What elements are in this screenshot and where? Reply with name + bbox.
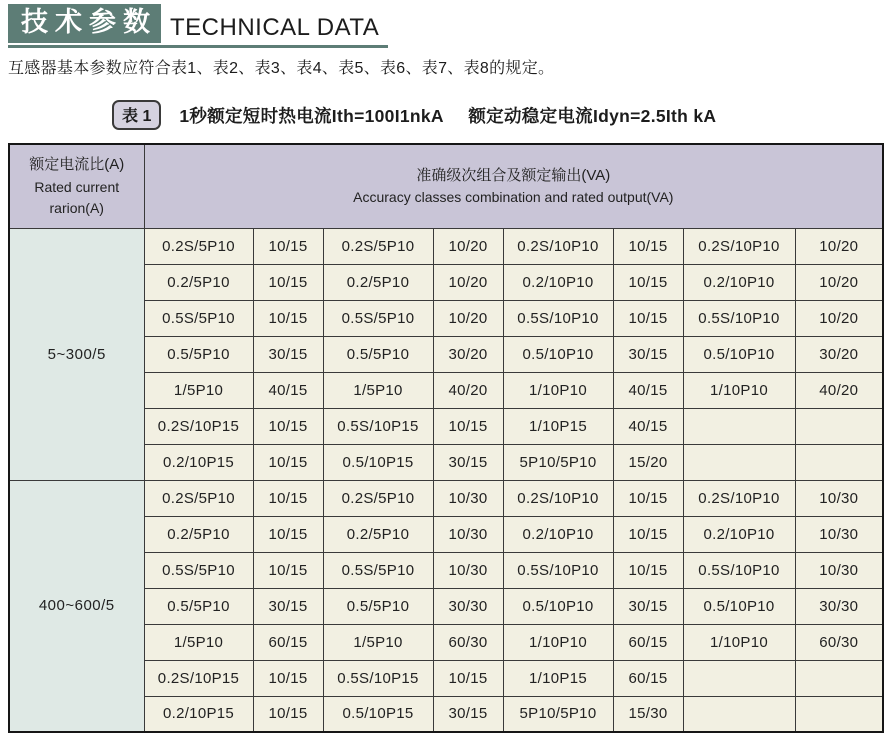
table-cell: 10/30 — [795, 480, 883, 516]
table-cell — [795, 444, 883, 480]
table-cell: 1/10P10 — [503, 624, 613, 660]
table-cell: 1/10P10 — [503, 372, 613, 408]
table-cell: 0.2/10P15 — [144, 444, 253, 480]
accuracy-header-en: Accuracy classes combination and rated output(VA) — [353, 189, 674, 205]
table-cell: 1/10P15 — [503, 660, 613, 696]
ratio-column-header — [9, 144, 144, 228]
table-cell: 10/15 — [433, 408, 503, 444]
table-cell: 0.5S/5P10 — [323, 552, 433, 588]
table-cell: 30/15 — [613, 588, 683, 624]
table-cell: 30/30 — [795, 588, 883, 624]
table-cell: 0.2/5P10 — [323, 264, 433, 300]
table-cell: 10/15 — [613, 228, 683, 264]
table-cell: 10/15 — [253, 264, 323, 300]
table-cell: 0.5/5P10 — [144, 588, 253, 624]
table-cell: 0.5S/10P15 — [323, 408, 433, 444]
table-cell: 1/5P10 — [144, 624, 253, 660]
ratio-header-cn: 额定电流比(A) — [29, 156, 125, 173]
table-cell: 0.2/5P10 — [144, 264, 253, 300]
table-cell: 60/15 — [613, 660, 683, 696]
table-cell: 0.2S/5P10 — [323, 228, 433, 264]
table-cell: 0.5/5P10 — [144, 336, 253, 372]
table-cell: 10/15 — [613, 264, 683, 300]
table-cell: 40/15 — [253, 372, 323, 408]
table-cell: 15/20 — [613, 444, 683, 480]
table-cell: 30/15 — [253, 336, 323, 372]
table-cell: 10/20 — [795, 264, 883, 300]
table-cell: 0.2/10P10 — [503, 516, 613, 552]
table-cell: 30/30 — [433, 588, 503, 624]
table-cell: 40/15 — [613, 372, 683, 408]
table-cell: 60/30 — [433, 624, 503, 660]
accuracy-header-cn: 准确级次组合及额定输出(VA) — [416, 166, 611, 184]
table-cell: 10/15 — [253, 228, 323, 264]
table-caption-text — [179, 103, 716, 128]
table-cell: 0.5/10P10 — [683, 336, 795, 372]
table-cell: 10/15 — [253, 444, 323, 480]
table-cell: 1/10P10 — [683, 372, 795, 408]
table-cell: 10/15 — [253, 660, 323, 696]
table-cell: 0.5S/5P10 — [144, 552, 253, 588]
table-cell: 0.2S/10P10 — [683, 480, 795, 516]
table-cell: 15/30 — [613, 696, 683, 732]
table-cell: 10/15 — [253, 552, 323, 588]
table-cell: 40/20 — [433, 372, 503, 408]
table-cell: 1/5P10 — [323, 624, 433, 660]
table-cell: 30/15 — [613, 336, 683, 372]
table-number-badge: 表 1 — [112, 100, 161, 130]
table-cell: 10/30 — [433, 516, 503, 552]
table-cell: 30/15 — [433, 444, 503, 480]
table-cell: 10/15 — [613, 480, 683, 516]
table-cell: 10/20 — [433, 300, 503, 336]
table-cell: 0.2S/10P15 — [144, 660, 253, 696]
table-cell: 60/15 — [253, 624, 323, 660]
table-cell — [683, 444, 795, 480]
table-cell: 10/15 — [613, 552, 683, 588]
table-cell: 0.2/10P15 — [144, 696, 253, 732]
table-cell: 60/30 — [795, 624, 883, 660]
table-cell: 0.5/10P15 — [323, 444, 433, 480]
table-cell: 0.2/10P10 — [683, 264, 795, 300]
technical-data-table — [8, 143, 884, 733]
table-row — [9, 480, 883, 516]
table-cell: 0.5/10P10 — [503, 588, 613, 624]
table-cell: 10/20 — [795, 300, 883, 336]
table-cell: 0.2S/10P10 — [503, 228, 613, 264]
table-cell: 10/20 — [433, 264, 503, 300]
table-cell: 1/5P10 — [323, 372, 433, 408]
section-title-cn: 技术参数 — [8, 4, 161, 43]
table-cell: 60/15 — [613, 624, 683, 660]
table-cell: 5P10/5P10 — [503, 696, 613, 732]
table-cell: 10/15 — [433, 660, 503, 696]
table-cell: 1/10P10 — [683, 624, 795, 660]
table-cell — [683, 660, 795, 696]
table-cell: 10/30 — [433, 480, 503, 516]
table-cell: 0.2S/10P15 — [144, 408, 253, 444]
table-cell — [795, 408, 883, 444]
table-cell — [795, 660, 883, 696]
table-cell: 10/15 — [253, 696, 323, 732]
table-cell: 0.5/5P10 — [323, 336, 433, 372]
table-cell — [683, 696, 795, 732]
caption-thermal-current: 1秒额定短时热电流Ith=100I1nkA — [179, 105, 444, 126]
section-masthead — [8, 4, 388, 48]
table-cell — [683, 408, 795, 444]
ratio-header-en-line2: rarion(A) — [49, 199, 104, 216]
table-cell: 10/15 — [253, 480, 323, 516]
table-cell: 0.2/10P10 — [683, 516, 795, 552]
table-cell: 30/15 — [253, 588, 323, 624]
table-cell: 10/20 — [795, 228, 883, 264]
table-cell: 0.5S/10P10 — [503, 300, 613, 336]
table-cell: 0.5S/5P10 — [323, 300, 433, 336]
table-cell: 10/15 — [253, 300, 323, 336]
table-cell: 40/20 — [795, 372, 883, 408]
table-cell: 10/15 — [253, 408, 323, 444]
table-cell: 30/15 — [433, 696, 503, 732]
table-cell: 0.5S/10P10 — [503, 552, 613, 588]
table-cell — [795, 696, 883, 732]
table-cell: 0.5/10P10 — [503, 336, 613, 372]
table-cell: 0.2S/5P10 — [323, 480, 433, 516]
ratio-header-en-line1: Rated current — [34, 178, 120, 195]
table-cell: 0.2S/5P10 — [144, 228, 253, 264]
table-cell: 0.2/5P10 — [144, 516, 253, 552]
table-header-row — [9, 144, 883, 228]
table-cell: 30/20 — [795, 336, 883, 372]
caption-dynamic-current: 额定动稳定电流Idyn=2.5Ith kA — [468, 105, 717, 126]
table-cell: 10/15 — [613, 516, 683, 552]
table-cell: 0.5S/10P15 — [323, 660, 433, 696]
table-body — [9, 228, 883, 732]
table-cell: 0.5/10P10 — [683, 588, 795, 624]
table-cell: 0.2/10P10 — [503, 264, 613, 300]
table-cell: 10/15 — [253, 516, 323, 552]
table-cell: 0.2S/10P10 — [683, 228, 795, 264]
table-cell: 1/5P10 — [144, 372, 253, 408]
table-cell: 0.5S/10P10 — [683, 300, 795, 336]
section-title-en: TECHNICAL DATA — [170, 13, 380, 41]
table-caption — [112, 100, 716, 130]
table-cell: 0.2S/10P10 — [503, 480, 613, 516]
table-cell: 5P10/5P10 — [503, 444, 613, 480]
table-cell: 10/30 — [795, 516, 883, 552]
accuracy-column-header — [144, 144, 883, 228]
table-cell: 0.2/5P10 — [323, 516, 433, 552]
table-cell: 40/15 — [613, 408, 683, 444]
table-row — [9, 228, 883, 264]
table-cell: 0.5/10P15 — [323, 696, 433, 732]
table-cell: 30/20 — [433, 336, 503, 372]
table-cell: 0.5/5P10 — [323, 588, 433, 624]
table-cell: 1/10P15 — [503, 408, 613, 444]
current-ratio-group-label: 5~300/5 — [9, 228, 144, 480]
table-cell: 10/30 — [433, 552, 503, 588]
table-cell: 0.5S/10P10 — [683, 552, 795, 588]
table-cell: 10/30 — [795, 552, 883, 588]
intro-text: 互感器基本参数应符合表1、表2、表3、表4、表5、表6、表7、表8的规定。 — [8, 60, 555, 77]
current-ratio-group-label: 400~600/5 — [9, 480, 144, 732]
table-cell: 0.5S/5P10 — [144, 300, 253, 336]
table-cell: 10/20 — [433, 228, 503, 264]
table-cell: 0.2S/5P10 — [144, 480, 253, 516]
table-cell: 10/15 — [613, 300, 683, 336]
